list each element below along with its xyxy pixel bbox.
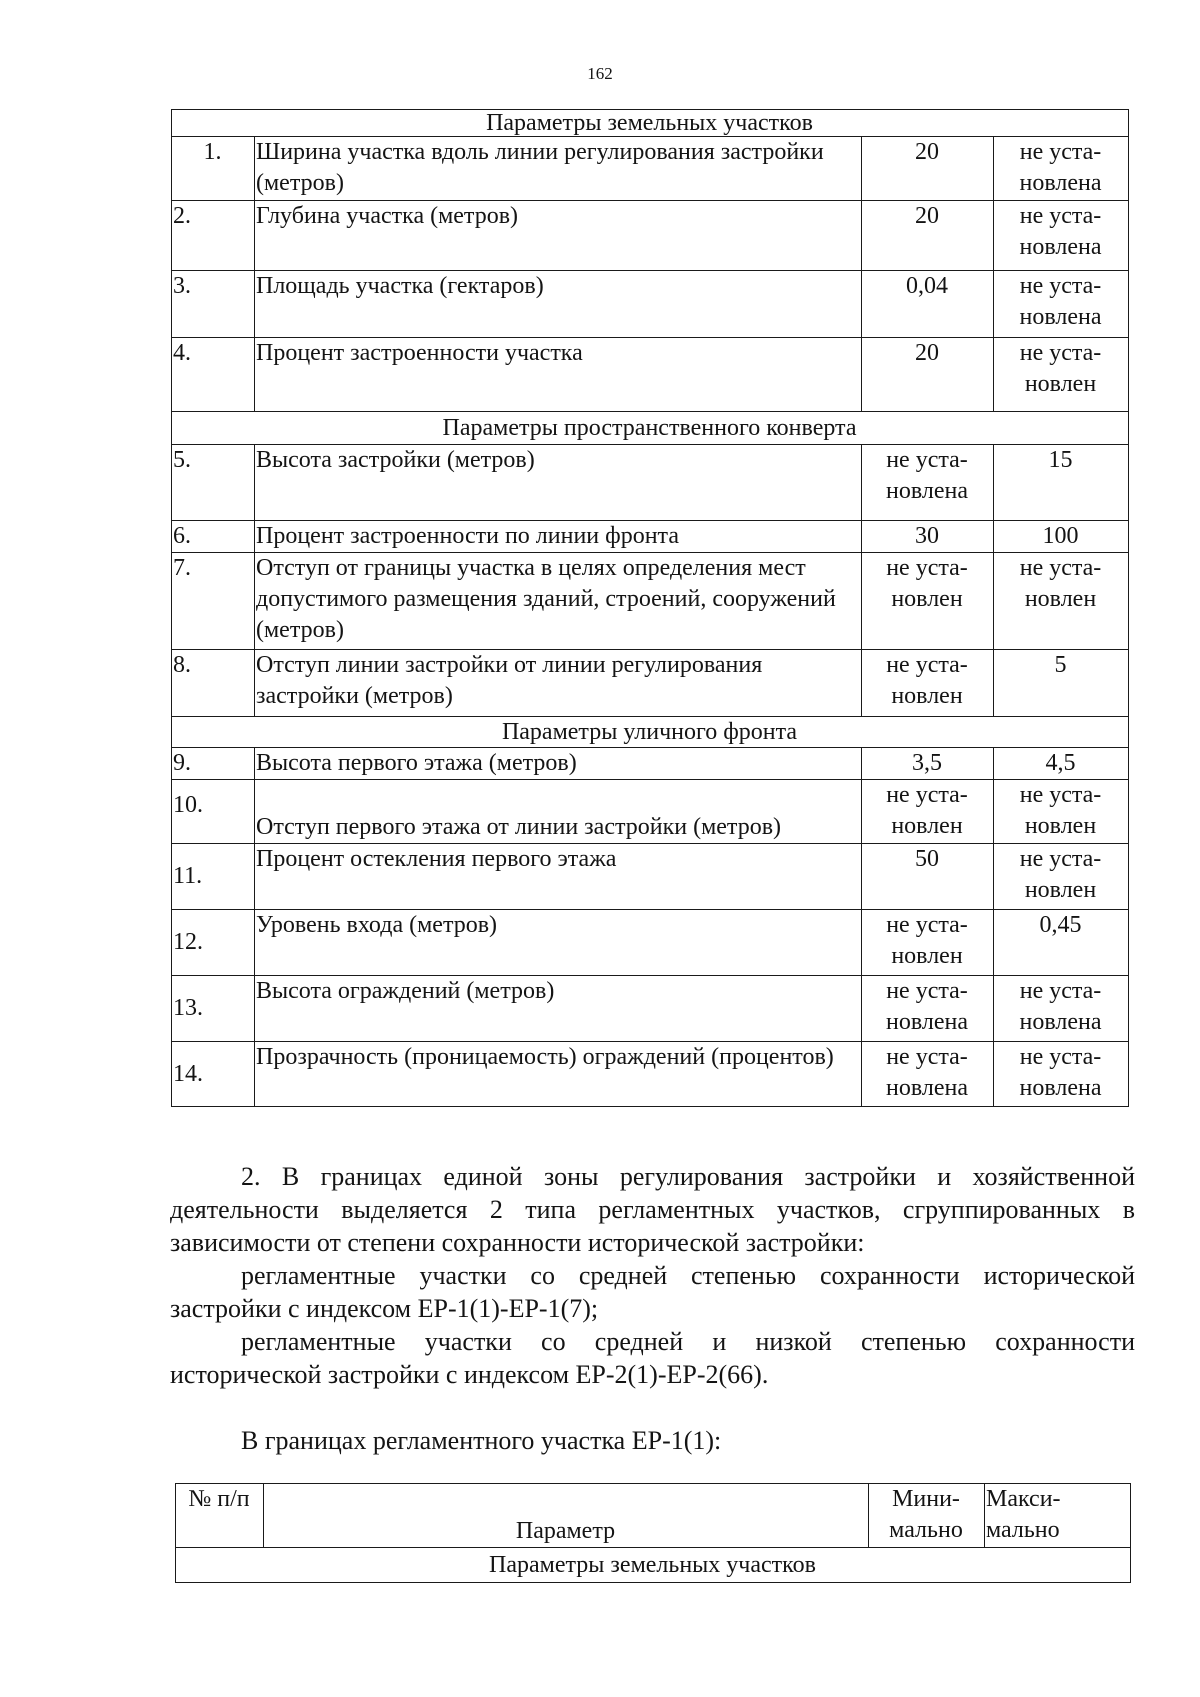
text-line: В границах регламентного участка ЕР-1(1): (241, 1426, 722, 1455)
row-max: не уста-новлен (994, 338, 1129, 412)
table-row (172, 910, 1129, 976)
table-row (172, 521, 1129, 553)
row-max: не уста-новлена (994, 271, 1129, 338)
row-min: 20 (862, 137, 994, 201)
row-number: 11. (172, 844, 255, 910)
parameters-table-ep1-1 (175, 1483, 1131, 1583)
row-parameter: Процент остекления первого этажа (255, 844, 862, 910)
row-min: 50 (862, 844, 994, 910)
row-number: 13. (172, 976, 255, 1042)
header-min: Мини-мально (869, 1484, 985, 1548)
row-max: 0,45 (994, 910, 1129, 976)
row-parameter: Процент застроенности по линии фронта (255, 521, 862, 553)
row-min: 30 (862, 521, 994, 553)
table-row (172, 445, 1129, 521)
table-header-row (176, 1484, 1131, 1548)
table-row (172, 271, 1129, 338)
section-header (176, 1548, 1131, 1583)
text-line: исторической застройки с индексом ЕР-2(1)-ЕР-2(66). (170, 1360, 769, 1389)
section-header (172, 110, 1129, 137)
row-min: не уста-новлена (862, 445, 994, 521)
section-title: Параметры земельных участков (176, 1548, 1131, 1583)
paragraph-ep2 (170, 1325, 1135, 1358)
text-line: регламентные участки со средней и низкой степенью сохранности (241, 1327, 1135, 1356)
table-row (172, 137, 1129, 201)
table-row (172, 1042, 1129, 1107)
row-min: не уста-новлена (862, 976, 994, 1042)
row-min: 0,04 (862, 271, 994, 338)
row-parameter: Глубина участка (метров) (255, 201, 862, 271)
table-row (172, 201, 1129, 271)
section-title: Параметры пространственного конверта (172, 412, 1129, 445)
row-max: не уста-новлен (994, 844, 1129, 910)
row-max: не уста-новлена (994, 201, 1129, 271)
row-number: 5. (172, 445, 255, 521)
row-parameter: Площадь участка (гектаров) (255, 271, 862, 338)
row-number: 9. (172, 748, 255, 780)
row-min: не уста-новлен (862, 650, 994, 717)
paragraph-ep1 (170, 1259, 1135, 1292)
text-line: регламентные участки со средней степенью сохранности исторической (241, 1261, 1135, 1290)
paragraph-zone-types-cont (170, 1193, 1135, 1259)
section-header (172, 412, 1129, 445)
row-max: не уста-новлена (994, 976, 1129, 1042)
text-line: 2. В границах единой зоны регулирования застройки и хозяйственной (241, 1162, 1135, 1191)
row-max: не уста-новлена (994, 137, 1129, 201)
row-number: 8. (172, 650, 255, 717)
row-min: не уста-новлен (862, 553, 994, 650)
header-max: Макси-мально (985, 1484, 1131, 1548)
table-row (172, 976, 1129, 1042)
row-parameter: Высота первого этажа (метров) (255, 748, 862, 780)
row-max: 15 (994, 445, 1129, 521)
paragraph-zone-types (170, 1160, 1135, 1193)
row-number: 2. (172, 201, 255, 271)
paragraph-ep1-1-heading (170, 1424, 1135, 1457)
row-max: 100 (994, 521, 1129, 553)
row-min: не уста-новлен (862, 780, 994, 844)
table-row (172, 780, 1129, 844)
row-parameter: Ширина участка вдоль линии регулирования застройки (метров) (255, 137, 862, 201)
section-title: Параметры земельных участков (172, 110, 1129, 137)
row-parameter: Отступ от границы участка в целях определения мест допустимого размещения зданий, строений, сооружений (метров) (255, 553, 862, 650)
row-min: не уста-новлена (862, 1042, 994, 1107)
table-row (172, 748, 1129, 780)
row-max: не уста-новлен (994, 553, 1129, 650)
row-min: 20 (862, 201, 994, 271)
row-number: 4. (172, 338, 255, 412)
text-line: застройки с индексом ЕР-1(1)-ЕР-1(7); (170, 1294, 599, 1323)
row-parameter: Высота ограждений (метров) (255, 976, 862, 1042)
section-header (172, 717, 1129, 748)
row-max: не уста-новлен (994, 780, 1129, 844)
row-parameter: Уровень входа (метров) (255, 910, 862, 976)
row-number: 6. (172, 521, 255, 553)
row-max: 5 (994, 650, 1129, 717)
row-min: 3,5 (862, 748, 994, 780)
row-number: 12. (172, 910, 255, 976)
row-min: не уста-новлен (862, 910, 994, 976)
page-number: 162 (587, 64, 613, 83)
text-line: деятельности выделяется 2 типа регламентных участков, сгруппированных в (170, 1195, 1135, 1224)
header-parameter: Параметр (264, 1484, 869, 1548)
row-parameter: Высота застройки (метров) (255, 445, 862, 521)
row-max: не уста-новлена (994, 1042, 1129, 1107)
row-max: 4,5 (994, 748, 1129, 780)
paragraph-ep1-cont (170, 1292, 1135, 1325)
parameters-table (171, 109, 1129, 1107)
section-title: Параметры уличного фронта (172, 717, 1129, 748)
table-row (172, 553, 1129, 650)
row-parameter: Отступ первого этажа от линии застройки (метров) (255, 780, 862, 844)
row-min: 20 (862, 338, 994, 412)
row-parameter: Отступ линии застройки от линии регулирования застройки (метров) (255, 650, 862, 717)
table-row (172, 844, 1129, 910)
text-line: зависимости от степени сохранности исторической застройки: (170, 1228, 865, 1257)
row-number: 1. (172, 137, 255, 201)
row-number: 7. (172, 553, 255, 650)
row-number: 14. (172, 1042, 255, 1107)
row-number: 3. (172, 271, 255, 338)
row-parameter: Прозрачность (проницаемость) ограждений (процентов) (255, 1042, 862, 1107)
table-row (172, 650, 1129, 717)
row-parameter: Процент застроенности участка (255, 338, 862, 412)
header-number: № п/п (176, 1484, 264, 1548)
row-number: 10. (172, 780, 255, 844)
paragraph-ep2-cont (170, 1358, 1135, 1391)
table-row (172, 338, 1129, 412)
